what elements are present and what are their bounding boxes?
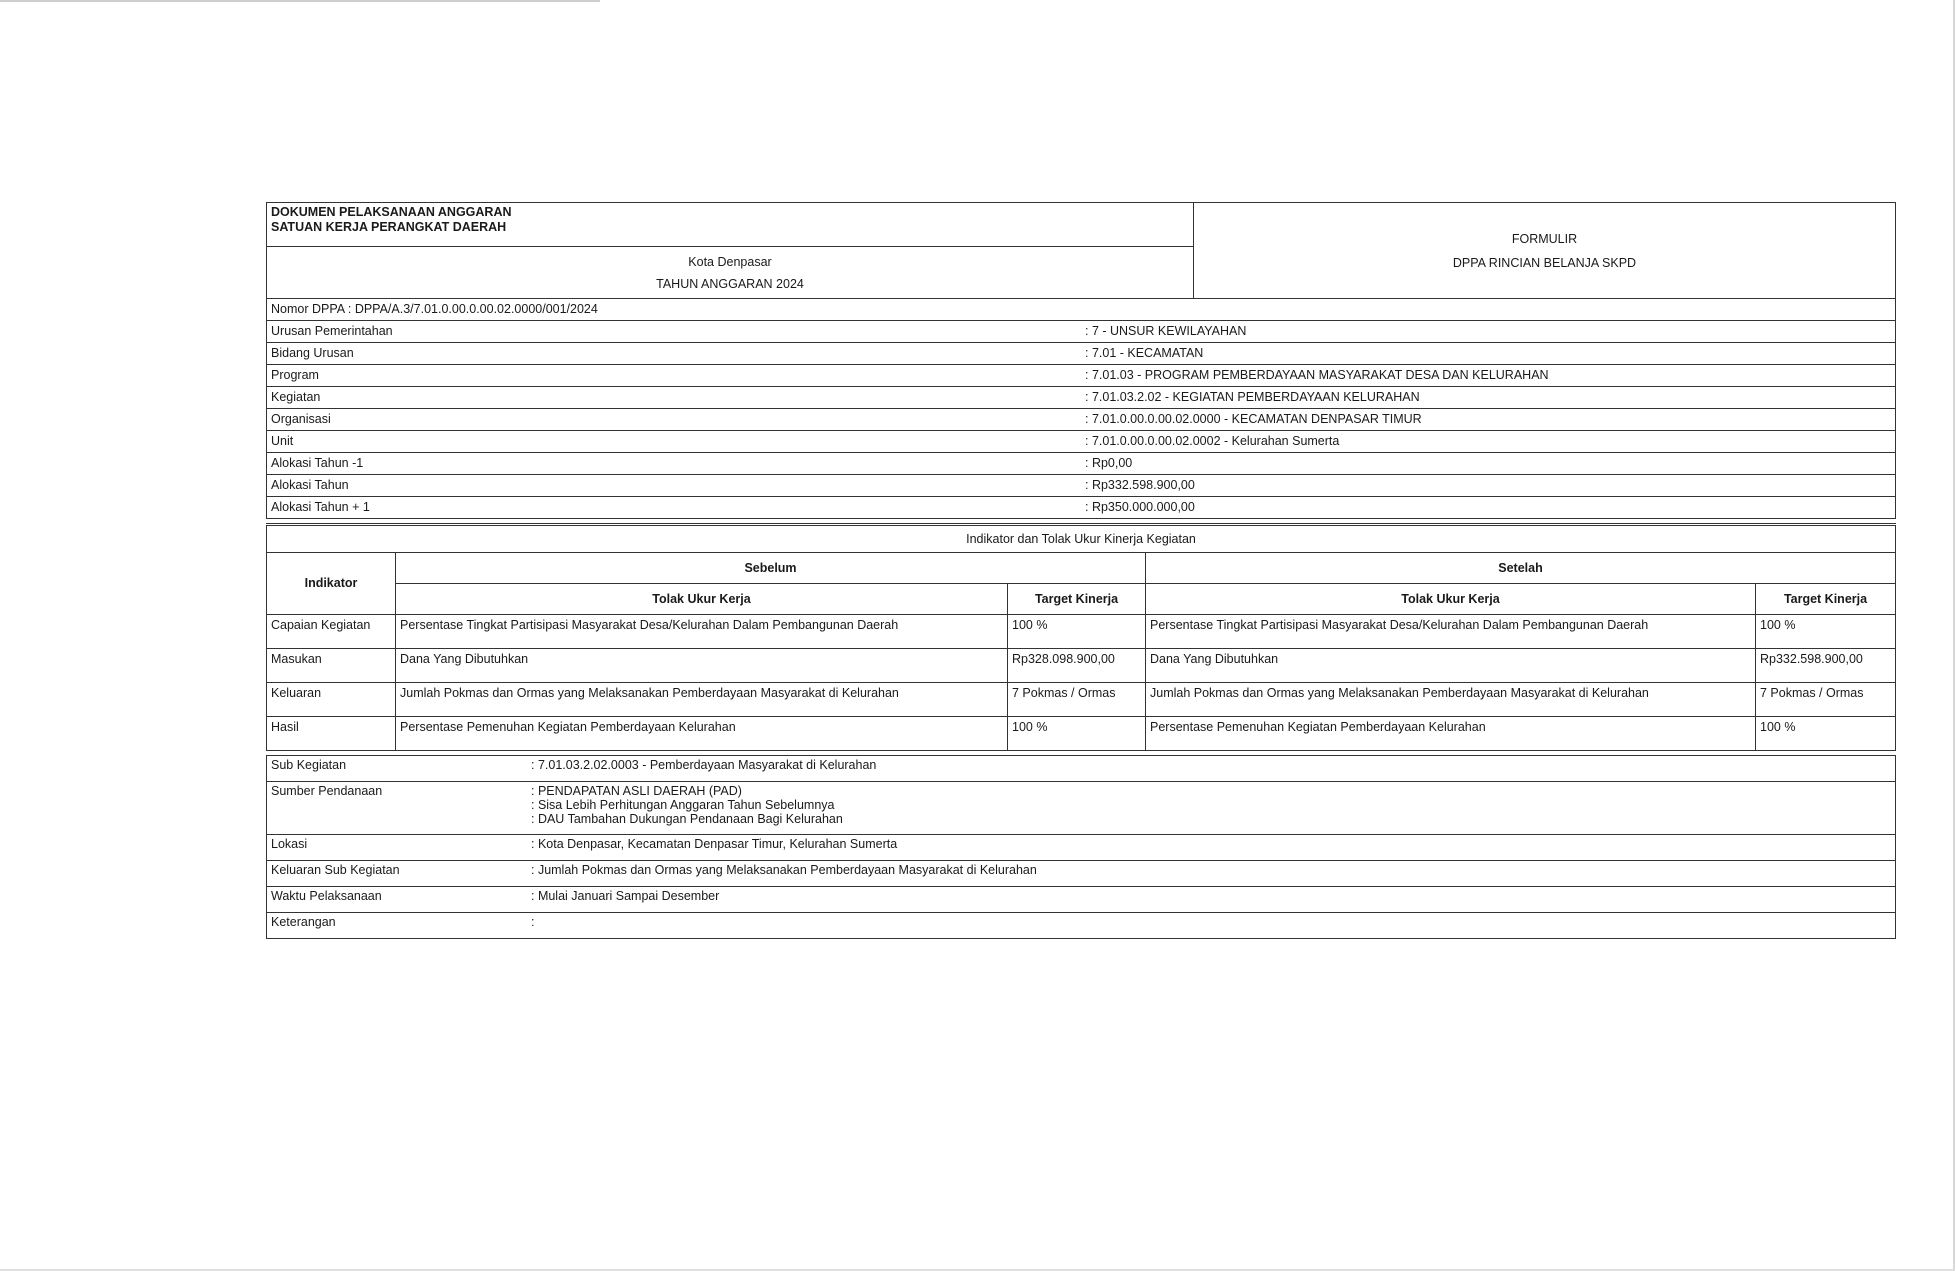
title-line-1: DOKUMEN PELAKSANAAN ANGGARAN — [271, 205, 512, 219]
form-block — [1194, 203, 1896, 299]
info-label: Alokasi Tahun + 1 — [267, 497, 1082, 519]
indicator-caption: Indikator dan Tolak Ukur Kinerja Kegiatan — [267, 525, 1896, 553]
info-label: Organisasi — [267, 409, 1082, 431]
indikator-cell: Hasil — [267, 717, 396, 751]
info-row — [267, 431, 1896, 453]
scan-edge-line — [0, 0, 600, 2]
info-row — [267, 387, 1896, 409]
target-sebelum-cell: 100 % — [1008, 717, 1146, 751]
col-setelah: Setelah — [1146, 553, 1896, 584]
info-row — [267, 343, 1896, 365]
indikator-cell: Masukan — [267, 649, 396, 683]
tolak-sebelum-cell: Dana Yang Dibutuhkan — [396, 649, 1008, 683]
info-label: Alokasi Tahun -1 — [267, 453, 1082, 475]
target-setelah-cell: 7 Pokmas / Ormas — [1756, 683, 1896, 717]
tolak-sebelum-cell: Persentase Tingkat Partisipasi Masyarakat Desa/Kelurahan Dalam Pembangunan Daerah — [396, 615, 1008, 649]
col-target-sebelum: Target Kinerja — [1008, 584, 1146, 615]
dppa-document — [266, 202, 1896, 939]
col-tolak-sebelum: Tolak Ukur Kerja — [396, 584, 1008, 615]
sumber-item: : DAU Tambahan Dukungan Pendanaan Bagi Kelurahan — [531, 812, 843, 826]
table-row — [267, 683, 1896, 717]
tolak-setelah-cell: Jumlah Pokmas dan Ormas yang Melaksanakan Pemberdayaan Masyarakat di Kelurahan — [1146, 683, 1756, 717]
nomor-dppa: Nomor DPPA : DPPA/A.3/7.01.0.00.0.00.02.0000/001/2024 — [267, 299, 1896, 321]
info-row — [267, 321, 1896, 343]
tolak-sebelum-cell: Jumlah Pokmas dan Ormas yang Melaksanakan Pemberdayaan Masyarakat di Kelurahan — [396, 683, 1008, 717]
tolak-sebelum-cell: Persentase Pemenuhan Kegiatan Pemberdayaan Kelurahan — [396, 717, 1008, 751]
form-name: DPPA RINCIAN BELANJA SKPD — [1452, 255, 1637, 270]
target-sebelum-cell: 100 % — [1008, 615, 1146, 649]
info-value: : Rp332.598.900,00 — [1081, 475, 1896, 497]
info-row — [267, 497, 1896, 519]
info-value: : 7.01.03.2.02 - KEGIATAN PEMBERDAYAAN KELURAHAN — [1081, 387, 1896, 409]
info-value: : 7 - UNSUR KEWILAYAHAN — [1081, 321, 1896, 343]
keluaran-label: Keluaran Sub Kegiatan — [267, 861, 528, 887]
info-value: : 7.01 - KECAMATAN — [1081, 343, 1896, 365]
info-label: Program — [267, 365, 1082, 387]
info-row — [267, 365, 1896, 387]
target-sebelum-cell: 7 Pokmas / Ormas — [1008, 683, 1146, 717]
info-row — [267, 475, 1896, 497]
document-header — [266, 202, 1896, 299]
info-row — [267, 887, 1896, 913]
info-label: Alokasi Tahun — [267, 475, 1082, 497]
title-line-2: SATUAN KERJA PERANGKAT DAERAH — [271, 220, 507, 234]
target-setelah-cell: 100 % — [1756, 717, 1896, 751]
info-value: : 7.01.0.00.0.00.02.0000 - KECAMATAN DENPASAR TIMUR — [1081, 409, 1896, 431]
sumber-values — [527, 782, 1896, 835]
keluaran-value: : Jumlah Pokmas dan Ormas yang Melaksanakan Pemberdayaan Masyarakat di Kelurahan — [527, 861, 1896, 887]
info-row — [267, 409, 1896, 431]
document-title — [267, 203, 1194, 247]
city-year-block — [267, 247, 1194, 299]
sumber-label: Sumber Pendanaan — [267, 782, 528, 835]
col-tolak-setelah: Tolak Ukur Kerja — [1146, 584, 1756, 615]
info-row — [267, 782, 1896, 835]
tolak-setelah-cell: Persentase Pemenuhan Kegiatan Pemberdayaan Kelurahan — [1146, 717, 1756, 751]
info-label: Unit — [267, 431, 1082, 453]
target-sebelum-cell: Rp328.098.900,00 — [1008, 649, 1146, 683]
info-label: Bidang Urusan — [267, 343, 1082, 365]
sub-kegiatan-value: : 7.01.03.2.02.0003 - Pemberdayaan Masyarakat di Kelurahan — [527, 756, 1896, 782]
info-value: : 7.01.0.00.0.00.02.0002 - Kelurahan Sumerta — [1081, 431, 1896, 453]
lokasi-label: Lokasi — [267, 835, 528, 861]
col-indikator: Indikator — [267, 553, 396, 615]
waktu-label: Waktu Pelaksanaan — [267, 887, 528, 913]
col-target-setelah: Target Kinerja — [1756, 584, 1896, 615]
table-row — [267, 649, 1896, 683]
sumber-item: : Sisa Lebih Perhitungan Anggaran Tahun Sebelumnya — [531, 798, 835, 812]
info-value: : 7.01.03 - PROGRAM PEMBERDAYAAN MASYARAKAT DESA DAN KELURAHAN — [1081, 365, 1896, 387]
keterangan-value: : — [527, 913, 1896, 939]
info-label: Kegiatan — [267, 387, 1082, 409]
table-row — [267, 717, 1896, 751]
form-label: FORMULIR — [1511, 231, 1578, 246]
table-row — [267, 615, 1896, 649]
info-value: : Rp0,00 — [1081, 453, 1896, 475]
keterangan-label: Keterangan — [267, 913, 528, 939]
info-table — [266, 299, 1896, 519]
waktu-value: : Mulai Januari Sampai Desember — [527, 887, 1896, 913]
tolak-setelah-cell: Persentase Tingkat Partisipasi Masyarakat Desa/Kelurahan Dalam Pembangunan Daerah — [1146, 615, 1756, 649]
info-row — [267, 453, 1896, 475]
info-row — [267, 835, 1896, 861]
city-name: Kota Denpasar — [688, 254, 772, 269]
tolak-setelah-cell: Dana Yang Dibutuhkan — [1146, 649, 1756, 683]
lokasi-value: : Kota Denpasar, Kecamatan Denpasar Timur, Kelurahan Sumerta — [527, 835, 1896, 861]
info-row — [267, 913, 1896, 939]
target-setelah-cell: Rp332.598.900,00 — [1756, 649, 1896, 683]
sub-kegiatan-table — [266, 755, 1896, 939]
info-row — [267, 756, 1896, 782]
sub-kegiatan-label: Sub Kegiatan — [267, 756, 528, 782]
budget-year: TAHUN ANGGARAN 2024 — [656, 276, 804, 291]
indikator-cell: Capaian Kegiatan — [267, 615, 396, 649]
info-row — [267, 861, 1896, 887]
target-setelah-cell: 100 % — [1756, 615, 1896, 649]
sumber-item: : PENDAPATAN ASLI DAERAH (PAD) — [531, 784, 742, 798]
col-sebelum: Sebelum — [396, 553, 1146, 584]
indikator-cell: Keluaran — [267, 683, 396, 717]
info-label: Urusan Pemerintahan — [267, 321, 1082, 343]
indicator-table — [266, 523, 1896, 751]
info-value: : Rp350.000.000,00 — [1081, 497, 1896, 519]
